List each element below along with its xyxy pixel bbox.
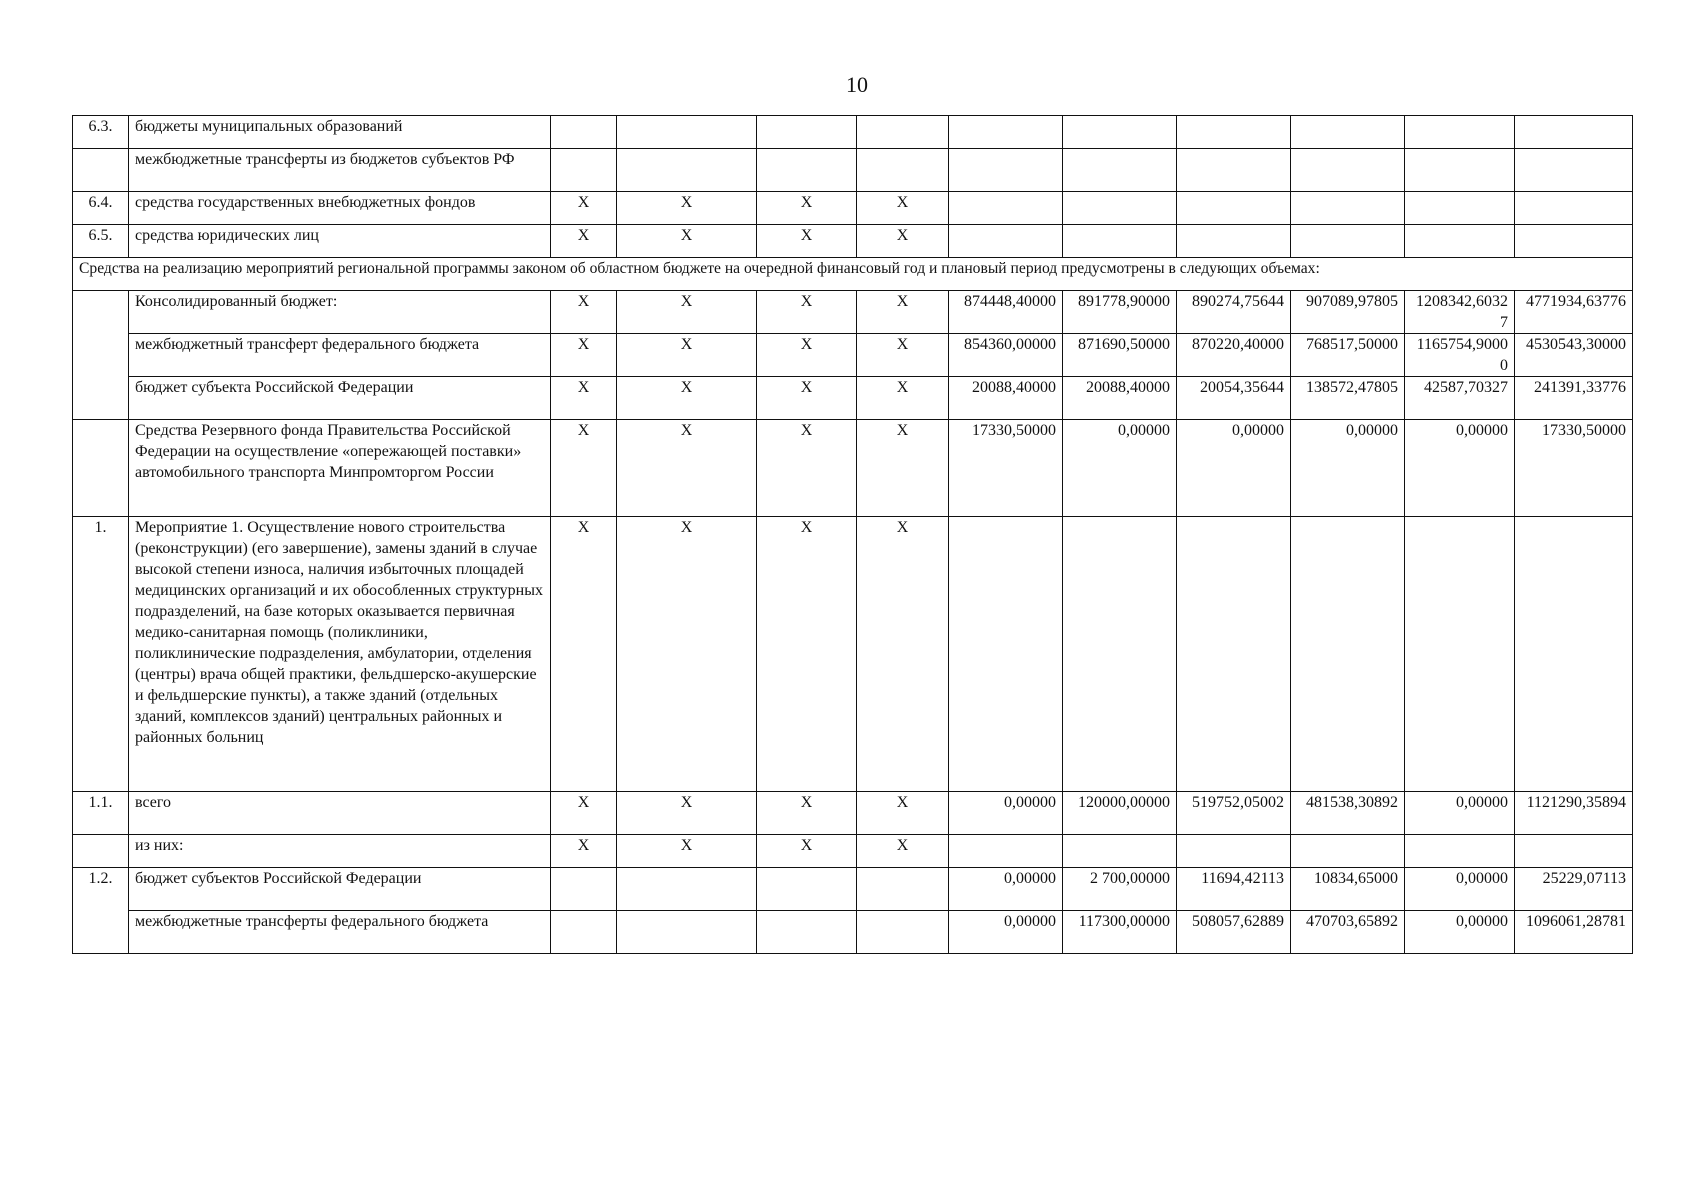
value-cell: 890274,75644 <box>1177 291 1291 334</box>
x-mark: X <box>757 835 857 868</box>
value-cell: 4771934,63776 <box>1515 291 1633 334</box>
value-cell: 871690,50000 <box>1063 334 1177 377</box>
value-cell: 138572,47805 <box>1291 377 1405 420</box>
table-row <box>73 334 1633 377</box>
x-mark: X <box>617 420 757 517</box>
table-row <box>73 258 1633 291</box>
value-cell: 0,00000 <box>1291 420 1405 517</box>
x-mark: X <box>857 291 949 334</box>
value-cell: 1208342,60327 <box>1405 291 1515 334</box>
value-cell: 1096061,28781 <box>1515 911 1633 954</box>
x-mark: X <box>857 835 949 868</box>
value-cell: 4530543,30000 <box>1515 334 1633 377</box>
value-cell: 1121290,35894 <box>1515 792 1633 835</box>
x-mark: X <box>617 835 757 868</box>
row-label: бюджет субъекта Российской Федерации <box>129 377 551 420</box>
row-number: 1.2. <box>73 868 129 954</box>
value-cell: 2 700,00000 <box>1063 868 1177 911</box>
value-cell: 854360,00000 <box>949 334 1063 377</box>
row-label: средства государственных внебюджетных фондов <box>129 192 551 225</box>
row-label: бюджет субъектов Российской Федерации <box>129 868 551 911</box>
x-mark: X <box>617 192 757 225</box>
row-label: из них: <box>129 835 551 868</box>
x-mark: X <box>551 291 617 334</box>
row-label: межбюджетные трансферты из бюджетов субъектов РФ <box>129 149 551 192</box>
x-mark: X <box>857 225 949 258</box>
x-mark: X <box>551 792 617 835</box>
value-cell: 20054,35644 <box>1177 377 1291 420</box>
x-mark: X <box>617 792 757 835</box>
x-mark: X <box>757 517 857 792</box>
value-cell: 874448,40000 <box>949 291 1063 334</box>
table-row <box>73 377 1633 420</box>
value-cell: 0,00000 <box>949 792 1063 835</box>
x-mark: X <box>757 792 857 835</box>
value-cell: 0,00000 <box>949 868 1063 911</box>
value-cell: 0,00000 <box>949 911 1063 954</box>
value-cell: 42587,70327 <box>1405 377 1515 420</box>
value-cell: 0,00000 <box>1405 868 1515 911</box>
value-cell: 870220,40000 <box>1177 334 1291 377</box>
row-label: бюджеты муниципальных образований <box>129 116 551 149</box>
table-row <box>73 192 1633 225</box>
value-cell: 907089,97805 <box>1291 291 1405 334</box>
x-mark: X <box>551 334 617 377</box>
row-label: Консолидированный бюджет: <box>129 291 551 334</box>
row-number: 6.3. <box>73 116 129 149</box>
value-cell: 20088,40000 <box>949 377 1063 420</box>
value-cell: 117300,00000 <box>1063 911 1177 954</box>
row-label: всего <box>129 792 551 835</box>
value-cell: 0,00000 <box>1405 911 1515 954</box>
row-number: 1. <box>73 517 129 792</box>
x-mark: X <box>757 291 857 334</box>
value-cell: 25229,07113 <box>1515 868 1633 911</box>
row-label: Средства Резервного фонда Правительства Российской Федерации на осуществление «опережающей поставки» автомобильного транспорта Минпромторгом России <box>129 420 551 517</box>
x-mark: X <box>617 225 757 258</box>
row-label: средства юридических лиц <box>129 225 551 258</box>
table-row <box>73 835 1633 868</box>
x-mark: X <box>857 792 949 835</box>
value-cell: 481538,30892 <box>1291 792 1405 835</box>
value-cell: 1165754,90000 <box>1405 334 1515 377</box>
table-row <box>73 868 1633 911</box>
x-mark: X <box>757 377 857 420</box>
x-mark: X <box>757 192 857 225</box>
row-number: 6.5. <box>73 225 129 258</box>
x-mark: X <box>551 420 617 517</box>
table-row <box>73 225 1633 258</box>
value-cell: 891778,90000 <box>1063 291 1177 334</box>
budget-table <box>72 115 1633 954</box>
value-cell: 470703,65892 <box>1291 911 1405 954</box>
x-mark: X <box>617 517 757 792</box>
page-number: 10 <box>846 72 868 97</box>
table-row <box>73 291 1633 334</box>
value-cell: 10834,65000 <box>1291 868 1405 911</box>
value-cell: 0,00000 <box>1405 792 1515 835</box>
value-cell: 120000,00000 <box>1063 792 1177 835</box>
table-row <box>73 911 1633 954</box>
row-label: Мероприятие 1. Осуществление нового строительства (реконструкции) (его завершение), замены зданий в случае высокой степени износа, наличия избыточных площадей медицинских организаций и их обособленных структурных подразделений, на базе которых оказывается первичная медико-санитарная помощь (поликлиники, поликлинические подразделения, амбулатории, отделения (центры) врача общей практики, фельдшерско-акушерские и фельдшерские пункты), а также зданий (отдельных зданий, комплексов зданий) центральных районных и районных больниц <box>129 517 551 792</box>
x-mark: X <box>757 334 857 377</box>
x-mark: X <box>857 192 949 225</box>
x-mark: X <box>757 420 857 517</box>
row-number: 6.4. <box>73 192 129 225</box>
value-cell: 0,00000 <box>1405 420 1515 517</box>
x-mark: X <box>857 517 949 792</box>
x-mark: X <box>757 225 857 258</box>
x-mark: X <box>857 420 949 517</box>
value-cell: 519752,05002 <box>1177 792 1291 835</box>
x-mark: X <box>857 377 949 420</box>
value-cell: 20088,40000 <box>1063 377 1177 420</box>
x-mark: X <box>857 334 949 377</box>
x-mark: X <box>551 225 617 258</box>
x-mark: X <box>617 377 757 420</box>
row-label: межбюджетные трансферты федерального бюджета <box>129 911 551 954</box>
x-mark: X <box>551 192 617 225</box>
row-number: 1.1. <box>73 792 129 835</box>
table-row <box>73 116 1633 149</box>
value-cell: 0,00000 <box>1063 420 1177 517</box>
x-mark: X <box>617 334 757 377</box>
value-cell: 508057,62889 <box>1177 911 1291 954</box>
table-row <box>73 517 1633 792</box>
value-cell: 17330,50000 <box>949 420 1063 517</box>
value-cell: 768517,50000 <box>1291 334 1405 377</box>
table-row <box>73 792 1633 835</box>
value-cell: 0,00000 <box>1177 420 1291 517</box>
x-mark: X <box>551 377 617 420</box>
value-cell: 11694,42113 <box>1177 868 1291 911</box>
row-label: межбюджетный трансферт федерального бюджета <box>129 334 551 377</box>
x-mark: X <box>551 517 617 792</box>
table-row <box>73 149 1633 192</box>
x-mark: X <box>617 291 757 334</box>
x-mark: X <box>551 835 617 868</box>
value-cell: 17330,50000 <box>1515 420 1633 517</box>
table-row <box>73 420 1633 517</box>
section-heading: Средства на реализацию мероприятий региональной программы законом об областном бюджете на очередной финансовый год и плановый период предусмотрены в следующих объемах: <box>73 258 1633 291</box>
value-cell: 241391,33776 <box>1515 377 1633 420</box>
